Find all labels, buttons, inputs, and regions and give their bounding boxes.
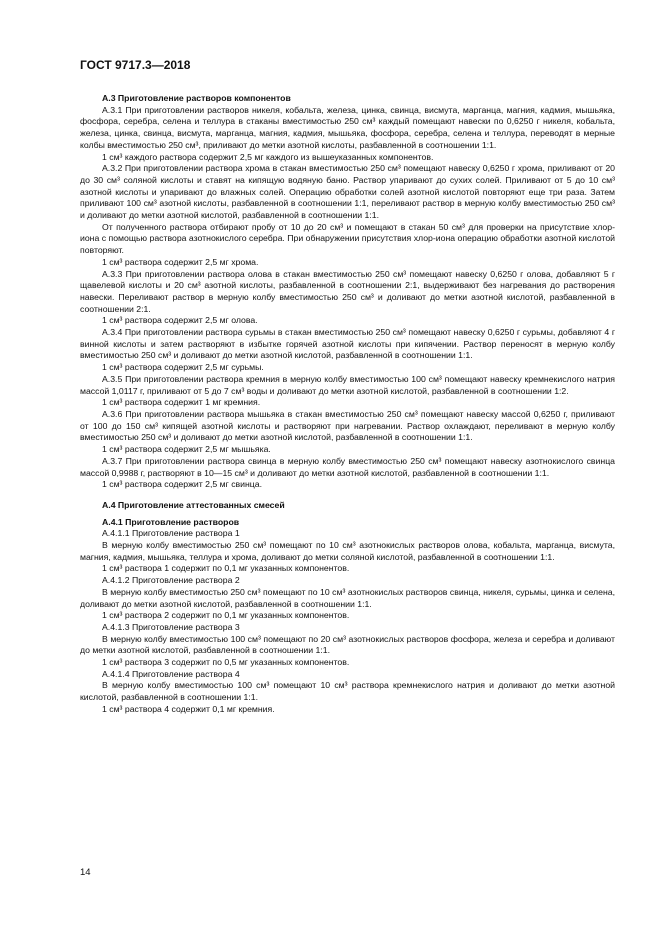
paragraph-a4-1-3-concentration: 1 см³ раствора 3 содержит по 0,5 мг указанных компонентов. <box>102 657 350 668</box>
paragraph-a3-2-check: От полученного раствора отбирают пробу от 10 до 20 см³ и помещают в стакан 50 см³ для проверки на присутствие хлор-иона с помощью раствора азотнокислого серебра. При обнаружении присутствия хлор-иона операцию обработки азотной кислотой повторяют. <box>80 221 615 256</box>
section-heading-a4: А.4 Приготовление аттестованных смесей <box>102 499 285 510</box>
paragraph-a3-3-concentration: 1 см³ раствора содержит 2,5 мг олова. <box>102 315 258 326</box>
paragraph-a3-2-concentration: 1 см³ раствора содержит 2,5 мг хрома. <box>102 256 259 267</box>
paragraph-a4-1-2: В мерную колбу вместимостью 250 см³ помещают по 10 см³ азотнокислых растворов свинца, никеля, сурьмы, цинка и селена, доливают до метки азотной кислотой, разбавленной в соотношении 1:1. <box>80 586 615 609</box>
paragraph-a4-1-4-concentration: 1 см³ раствора 4 содержит 0,1 мг кремния. <box>102 703 275 714</box>
paragraph-a3-3: А.3.3 При приготовлении раствора олова в стакан вместимостью 250 см³ помещают навеску 0,6250 г олова, добавляют 5 г щавелевой кислоты и 20 см³ азотной кислоты, разбавленной в соотношении 2:1, выдерживают без нагревания до растворения навески. Переливают раствор в мерную колбу вместимостью 250 см³ и доливают до метки азотной кислотой, разбавленной в соотношении 2:1. <box>80 268 615 314</box>
paragraph-a3-4: А.3.4 При приготовлении раствора сурьмы в стакан вместимостью 250 см³ помещают навеску 0,6250 г сурьмы, добавляют 4 г винной кислоты и затем растворяют в избытке горячей азотной кислоты при кипячении. Раствор переносят в мерную колбу вместимостью 250 см³ и доливают до метки азотной кислотой, разбавленной в соотношении 1:1. <box>80 327 615 361</box>
paragraph-a4-1-2-concentration: 1 см³ раствора 2 содержит по 0,1 мг указанных компонентов. <box>102 610 350 621</box>
paragraph-a3-5: А.3.5 При приготовлении раствора кремния в мерную колбу вместимостью 100 см³ помещают навеску кремнекислого натрия массой 1,0117 г, приливают от 5 до 7 см³ воды и доливают до метки азотной кислотой, разбавленной в соотношении 1:2. <box>80 373 615 396</box>
item-heading-a4-1-1: А.4.1.1 Приготовление раствора 1 <box>102 528 240 539</box>
paragraph-a3-1-concentration: 1 см³ каждого раствора содержит 2,5 мг каждого из вышеуказанных компонентов. <box>102 151 434 162</box>
item-heading-a4-1-2: А.4.1.2 Приготовление раствора 2 <box>102 575 240 586</box>
paragraph-a4-1-3: В мерную колбу вместимостью 100 см³ помещают по 20 см³ азотнокислых растворов фосфора, железа и серебра и доливают до метки азотной кислотой, разбавленной в соотношении 1:1. <box>80 633 615 656</box>
paragraph-a4-1-1-concentration: 1 см³ раствора 1 содержит по 0,1 мг указанных компонентов. <box>102 563 350 574</box>
subsection-heading-a4-1: А.4.1 Приготовление растворов <box>102 516 240 527</box>
paragraph-a3-4-concentration: 1 см³ раствора содержит 2,5 мг сурьмы. <box>102 362 264 373</box>
paragraph-a3-7-concentration: 1 см³ раствора содержит 2,5 мг свинца. <box>102 479 263 490</box>
paragraph-a3-6-concentration: 1 см³ раствора содержит 2,5 мг мышьяка. <box>102 444 271 455</box>
paragraph-a4-1-4: В мерную колбу вместимостью 100 см³ помещают 10 см³ раствора кремнекислого натрия и доливают до метки азотной кислотой, разбавленной в соотношении 1:1. <box>80 680 615 703</box>
paragraph-a3-6: А.3.6 При приготовлении раствора мышьяка в стакан вместимостью 250 см³ помещают навеску массой 0,6250 г, приливают от 100 до 150 см³ кипящей азотной кислоты и растворяют при нагревании. Раствор охлаждают, переливают в мерную колбу вместимостью 250 см³ и доливают до метки азотной кислотой, разбавленной в соотношении 1:1. <box>80 408 615 443</box>
document-body <box>80 93 615 716</box>
paragraph-a3-1: А.3.1 При приготовлении растворов никеля, кобальта, железа, цинка, свинца, висмута, марганца, магния, кадмия, мышьяка, фосфора, серебра, селена и теллура в стаканы вместимостью 250 см³ каждый помещают навески по 0,6250 г никеля, кобальта, железа, цинка, свинца, висмута, марганца, магния, кадмия, мышьяка, фосфора, серебра, селена и теллура, переводят в мерные колбы вместимостью 250 см³, приливают до метки азотной кислоты, разбавленной в соотношении 1:1. <box>80 104 615 150</box>
paragraph-a3-7: А.3.7 При приготовлении раствора свинца в мерную колбу вместимостью 250 см³ помещают навеску азотнокислого свинца массой 0,9988 г, растворяют в 10—15 см³ и доливают до метки азотной кислотой, разбавленной в соотношении 1:1. <box>80 455 615 478</box>
paragraph-a4-1-1: В мерную колбу вместимостью 250 см³ помещают по 10 см³ азотнокислых растворов олова, кобальта, марганца, висмута, магния, кадмия, мышьяка, теллура и хрома, доливают до метки соляной кислотой, разбавленной в соотношении 1:1. <box>80 540 615 562</box>
item-heading-a4-1-3: А.4.1.3 Приготовление раствора 3 <box>102 621 240 632</box>
page-number: 14 <box>80 867 91 878</box>
paragraph-a3-5-concentration: 1 см³ раствора содержит 1 мг кремния. <box>102 397 261 408</box>
paragraph-a3-2: А.3.2 При приготовлении раствора хрома в стакан вместимостью 250 см³ помещают навеску 0,6250 г хрома, приливают от 20 до 30 см³ соляной кислоты и ставят на кипящую водяную баню. Раствор упаривают до сухих солей. Приливают от 5 до 10 см³ азотной кислоты и упаривают до влажных солей. Операцию обработки солей азотной кислотой повторяют еще три раза. Затем приливают 100 см³ азотной кислоты, разбавленной в соотношении 1:1, переливают раствор в мерную колбу вместимостью 250 см³ и доливают до метки азотной кислотой, разбавленной в соотношении 1:1. <box>80 163 615 221</box>
section-heading-a3: А.3 Приготовление растворов компонентов <box>102 93 291 103</box>
document-header: ГОСТ 9717.3—2018 <box>80 58 191 72</box>
item-heading-a4-1-4: А.4.1.4 Приготовление раствора 4 <box>102 668 240 679</box>
